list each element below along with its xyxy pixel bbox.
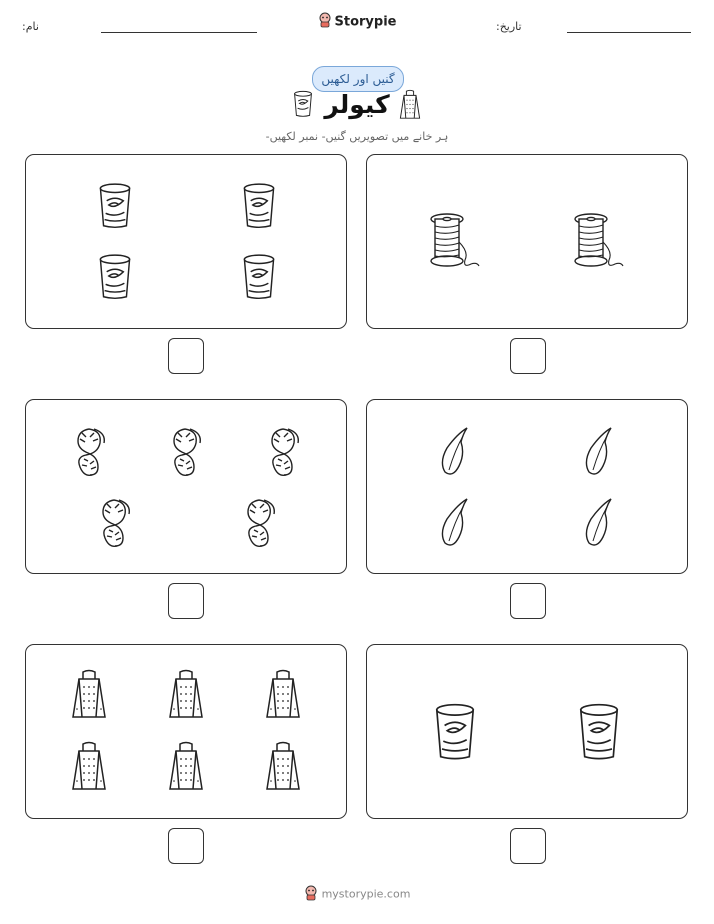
leaf-icon [583, 426, 615, 478]
storypie-logo-icon [304, 885, 318, 904]
grater-icon [166, 741, 206, 793]
date-label: تاریخ: [496, 20, 522, 33]
thread-spool-icon [427, 212, 485, 272]
answer-box[interactable] [168, 338, 204, 374]
glass-icon [429, 699, 481, 765]
grater-icon [263, 669, 303, 721]
footer [0, 885, 714, 904]
name-line[interactable] [101, 32, 257, 33]
grater-icon [398, 89, 422, 125]
glass-icon [573, 699, 625, 765]
rope-knot-icon [266, 425, 300, 479]
footer-url[interactable]: mystorypie.com [321, 887, 411, 901]
date-line[interactable] [567, 32, 691, 33]
counting-card [25, 399, 347, 574]
answer-box[interactable] [510, 338, 546, 374]
page-title: کیولر [324, 90, 390, 119]
counting-card [366, 399, 688, 574]
counting-card [366, 154, 688, 329]
answer-box[interactable] [510, 583, 546, 619]
counting-card [25, 644, 347, 819]
brand-name: Storypie [334, 14, 397, 30]
glass-icon [94, 251, 136, 303]
name-label: نام: [22, 20, 39, 33]
storypie-logo-icon [318, 12, 332, 32]
grater-icon [69, 741, 109, 793]
leaf-icon [439, 426, 471, 478]
instruction: ہر خانے میں تصویریں گنیں- نمبر لکھیں- [265, 130, 449, 143]
counting-card [25, 154, 347, 329]
glass-icon [238, 180, 280, 232]
glass-icon [238, 251, 280, 303]
rope-knot-icon [168, 425, 202, 479]
glass-icon [94, 180, 136, 232]
leaf-icon [439, 497, 471, 549]
badge: گنیں اور لکھیں [312, 66, 404, 92]
leaf-icon [583, 497, 615, 549]
brand [0, 12, 714, 32]
rope-knot-icon [242, 496, 276, 550]
answer-box[interactable] [168, 828, 204, 864]
grater-icon [263, 741, 303, 793]
thread-spool-icon [571, 212, 629, 272]
rope-knot-icon [97, 496, 131, 550]
grater-icon [166, 669, 206, 721]
rope-knot-icon [72, 425, 106, 479]
answer-box[interactable] [510, 828, 546, 864]
grater-icon [69, 669, 109, 721]
answer-box[interactable] [168, 583, 204, 619]
counting-card [366, 644, 688, 819]
